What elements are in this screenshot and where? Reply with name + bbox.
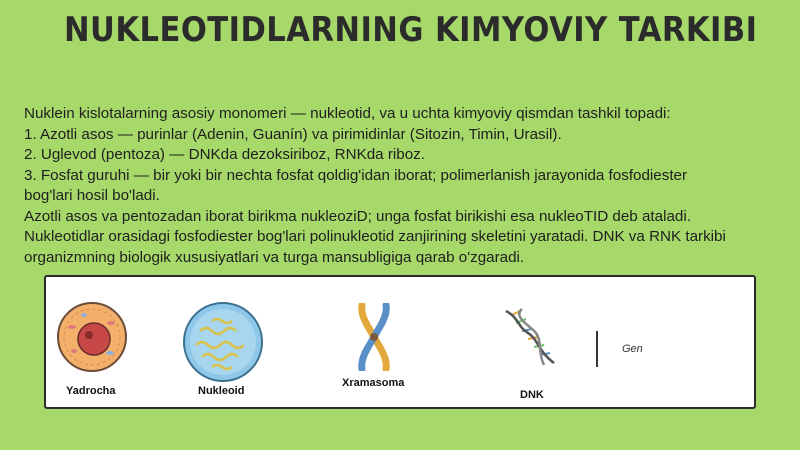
description-text	[24, 104, 794, 268]
page-title: NUKLEOTIDLARNING KIMYOVIY TARKIBI	[64, 10, 758, 50]
paragraph-line: 1. Azotli asos — purinlar (Adenin, Guanín) va pirimidinlar (Sitozin, Timin, Urasil).	[24, 125, 562, 143]
paragraph-line: organizmning biologik xususiyatlari va turga mansubligiga qarab o'zgaradi.	[24, 248, 525, 266]
paragraph-line: 3. Fosfat guruhi — bir yoki bir nechta fosfat qoldig'idan iborat; polimerlanish jarayonida fosfodiester	[24, 166, 688, 184]
paragraph-line: bog'lari hosil bo'ladi.	[24, 187, 160, 204]
chromosome-icon	[356, 303, 392, 371]
paragraph-line: Azotli asos va pentozadan iborat birikma nukleoziD; unga fosfat birikishi esa nukleoTID deb ataladi.	[24, 207, 691, 225]
label-gen: Gen	[622, 343, 643, 355]
dna-helix-icon	[498, 307, 562, 369]
cell-nucleolus-icon	[56, 301, 128, 373]
label-xramasoma: Xramasoma	[342, 377, 405, 389]
label-nukleoid: Nukleoid	[198, 385, 245, 397]
label-yadrocha: Yadrocha	[66, 385, 116, 397]
paragraph-line: Nukleotidlar orasidagi fosfodiester bog'lari polinukleotid zanjirining skeletini yaratadi. DNK va RNK tarkibi	[24, 228, 726, 245]
nucleoid-icon	[182, 301, 264, 383]
paragraph-line: 2. Uglevod (pentoza) — DNKda dezoksiriboz, RNKda riboz.	[24, 146, 425, 163]
label-dnk: DNK	[520, 389, 544, 401]
paragraph-line: Nuklein kislotalarning asosiy monomeri — nukleotid, va u uchta kimyoviy qismdan tashkil topadi:	[24, 105, 671, 122]
gen-divider	[596, 331, 598, 367]
illustration-panel	[44, 275, 756, 409]
